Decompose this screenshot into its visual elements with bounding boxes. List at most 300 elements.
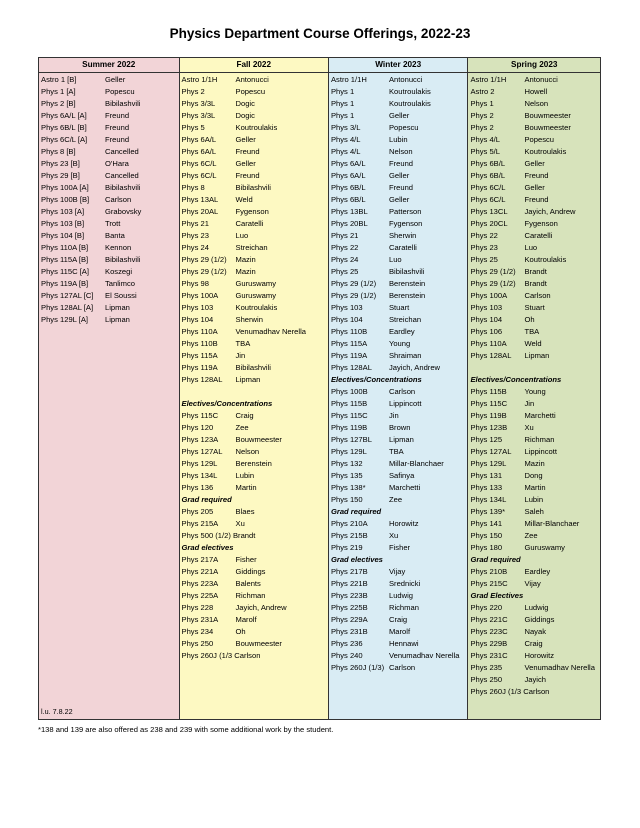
course-code: Phys 115A [181,351,218,360]
course-code: Phys 260J (1/3 Carlson [181,651,261,660]
course-code: Phys 132 [330,459,363,468]
course-row [39,98,179,110]
course-code: Phys 115A [330,339,368,348]
instructor: Bibilashvili [105,183,141,192]
course-row [329,314,468,326]
instructor: Balents [235,579,261,588]
instructor: Young [524,387,546,396]
instructor: Blaes [235,507,255,516]
course-code: Phys 221B [330,579,368,588]
course-code: Phys 3/L [330,123,361,132]
instructor: Dong [524,471,543,480]
course-row [39,74,179,86]
course-row [468,242,600,254]
course-code: Phys 150 [330,495,363,504]
course-row [329,194,468,206]
course-row [329,170,468,182]
instructor: Lipman [235,375,261,384]
course-code: Phys 8 [B] [41,147,76,156]
instructor: Geller [524,183,545,192]
instructor: Bibilashvili [105,99,141,108]
instructor: Millar-Blanchaer [388,459,444,468]
instructor: Carlson [388,663,416,672]
course-code: Phys 6A/L [330,159,366,168]
course-row [468,386,600,398]
column-summer-2022 [39,58,180,719]
instructor: Freund [105,111,130,120]
instructor: Millar-Blanchaer [524,519,580,528]
instructor: Koutroulakis [524,147,567,156]
course-code: Phys 134L [470,495,507,504]
instructor: Sherwin [235,315,263,324]
instructor: Caratelli [388,243,417,252]
instructor: O'Hara [105,159,129,168]
course-code: Phys 100B [330,387,368,396]
course-code: Phys 6C/L [181,171,217,180]
course-code: Phys 23 [B] [41,159,80,168]
course-code: Phys 260J (1/3 Carlson [470,687,550,696]
course-row [468,674,600,686]
course-row [468,518,600,530]
instructor: Carlson [524,291,551,300]
course-code: Phys 215A [181,519,219,528]
instructor: Venumadhav Nerella [235,327,306,336]
instructor: Kennon [105,243,132,252]
course-code: Phys 150 [470,531,503,540]
course-code: Phys 231B [330,627,368,636]
course-code: Phys 131 [470,471,503,480]
section-heading: Grad required [330,507,382,516]
course-code: Phys 138* [330,483,366,492]
course-row [180,86,328,98]
spacer [468,362,600,374]
course-row [329,122,468,134]
section-heading: Grad electives [181,543,234,552]
course-code: Phys 8 [181,183,205,192]
instructor: Lipman [105,315,130,324]
course-row [468,290,600,302]
course-row [329,134,468,146]
course-row [468,422,600,434]
instructor: Srednicki [388,579,421,588]
course-row [180,146,328,158]
course-code: Phys 210B [470,567,508,576]
course-code: Phys 129L [330,447,367,456]
course-code: Phys 115C [181,411,219,420]
instructor: Streichan [235,243,268,252]
course-row [180,158,328,170]
section-heading: Grad required [181,495,232,504]
instructor: Freund [388,183,414,192]
course-row [329,662,468,674]
course-row [180,554,328,566]
instructor: Cancelled [105,171,139,180]
column-body [468,73,600,698]
course-row [468,146,600,158]
instructor: Lubin [524,495,544,504]
course-row [329,530,468,542]
instructor: Freund [524,195,549,204]
instructor: Luo [524,243,538,252]
instructor: Jin [388,411,399,420]
instructor: Mazin [235,267,256,276]
instructor: Ludwig [524,603,549,612]
course-code: Phys 6A/L [181,147,217,156]
course-code: Phys 4/L [330,135,361,144]
instructor: Berenstein [235,459,272,468]
course-code: Phys 127AL [470,447,512,456]
section-heading: Electives/Concentrations [181,399,273,408]
course-row [329,278,468,290]
course-code: Phys 6A/L [330,171,366,180]
course-row [329,350,468,362]
course-row [468,638,600,650]
course-code: Phys 129L [470,459,507,468]
course-row [468,110,600,122]
course-code: Phys 236 [330,639,363,648]
course-row [180,602,328,614]
course-row [39,134,179,146]
course-row [180,254,328,266]
column-header: Winter 2023 [329,58,468,73]
course-row [468,410,600,422]
course-code: Phys 25 [470,255,498,264]
instructor: Bibilashvili [235,363,271,372]
instructor: Geller [235,159,256,168]
instructor: Bouwmeester [524,111,571,120]
instructor: Weld [524,339,542,348]
course-row [468,350,600,362]
instructor: Popescu [235,87,266,96]
course-row [39,218,179,230]
course-code: Phys 127BL [330,435,372,444]
course-row [329,626,468,638]
course-code: Phys 129L [181,459,218,468]
instructor: Lippincott [388,399,422,408]
course-code: Phys 6C/L [470,183,506,192]
course-row [468,506,600,518]
course-code: Phys 134L [181,471,218,480]
course-row [39,158,179,170]
instructor: Eardley [388,327,415,336]
column-header: Fall 2022 [180,58,328,73]
course-row [468,170,600,182]
instructor: Geller [388,111,410,120]
instructor: Guruswamy [235,291,277,300]
instructor: Freund [235,147,260,156]
instructor: Martin [235,483,257,492]
course-code: Phys 13CL [470,207,508,216]
course-row [180,302,328,314]
course-code: Phys 6B/L [B] [41,123,87,132]
instructor: Koutroulakis [235,123,278,132]
instructor: Venumadhav Nerella [524,663,595,672]
instructor: Stuart [388,303,410,312]
course-code: Phys 215B [330,531,368,540]
course-code: Phys 1 [A] [41,87,76,96]
course-code: Phys 123B [470,423,508,432]
course-row [180,182,328,194]
course-row [468,314,600,326]
instructor: Trott [105,219,121,228]
course-row [180,422,328,434]
instructor: Patterson [388,207,422,216]
course-row [39,278,179,290]
course-row [468,182,600,194]
course-row [468,470,600,482]
course-code: Phys 110A [B] [41,243,89,252]
course-code: Phys 235 [470,663,503,672]
instructor: Nelson [388,147,413,156]
instructor: Stuart [524,303,545,312]
instructor: Nayak [524,627,546,636]
course-row [468,662,600,674]
instructor: Eardley [524,567,551,576]
course-row [39,194,179,206]
course-code: Phys 223A [181,579,219,588]
course-row [39,170,179,182]
course-code: Phys 106 [470,327,503,336]
instructor: Nelson [524,99,549,108]
course-row [39,242,179,254]
course-row [329,266,468,278]
instructor: Berenstein [388,279,426,288]
instructor: Howell [524,87,548,96]
instructor: Fisher [235,555,257,564]
course-row [468,626,600,638]
course-code: Phys 220 [470,603,503,612]
course-row [329,410,468,422]
section-heading: Electives/Concentrations [470,375,562,384]
instructor: Jayich [524,675,546,684]
course-row [329,206,468,218]
course-code: Phys 6C/L [181,159,217,168]
course-row [329,290,468,302]
instructor: Brown [388,423,411,432]
course-code: Phys 100B [B] [41,195,90,204]
course-row [180,578,328,590]
course-row [180,506,328,518]
course-row [468,266,600,278]
course-code: Phys 4/L [470,135,501,144]
course-row [329,182,468,194]
instructor: Guruswamy [235,279,277,288]
course-row [39,182,179,194]
course-code: Phys 2 [470,111,494,120]
instructor: Grabovsky [105,207,142,216]
course-code: Phys 119A [330,351,368,360]
course-row [180,170,328,182]
course-row [329,398,468,410]
course-row [468,434,600,446]
instructor: Mazin [524,459,545,468]
course-code: Phys 128AL [330,363,372,372]
course-code: Phys 250 [181,639,214,648]
course-code: Phys 23 [181,231,209,240]
course-code: Phys 250 [470,675,503,684]
instructor: TBA [235,339,251,348]
course-row [180,374,328,386]
course-row [180,230,328,242]
course-code: Phys 119A [181,363,218,372]
course-code: Astro 1/1H [330,75,367,84]
course-code: Phys 3/3L [181,99,216,108]
instructor: Luo [388,255,402,264]
course-code: Phys 260J (1/3) [330,663,385,672]
course-code: Phys 21 [330,231,359,240]
course-code: Phys 100A [181,291,219,300]
course-row [180,206,328,218]
course-code: Phys 136 [181,483,214,492]
instructor: Dogic [235,111,255,120]
course-code: Phys 223B [330,591,368,600]
instructor: Antonucci [524,75,558,84]
course-code: Phys 205 [181,507,214,516]
section-heading: Electives/Concentrations [330,375,422,384]
instructor: Bibilashvili [388,267,425,276]
course-row [468,218,600,230]
course-code: Phys 229B [470,639,508,648]
instructor: Bibilashvili [235,183,271,192]
course-row [329,242,468,254]
course-row [468,530,600,542]
course-code: Phys 1 [330,87,355,96]
course-code: Phys 139* [470,507,506,516]
column-header: Summer 2022 [39,58,179,73]
instructor: Weld [235,195,253,204]
instructor: Geller [388,171,410,180]
course-row [329,434,468,446]
instructor: Craig [235,411,254,420]
course-code: Phys 5/L [470,147,501,156]
course-code: Phys 103 [181,303,214,312]
course-code: Phys 219 [330,543,363,552]
course-row [329,254,468,266]
instructor: Richman [388,603,419,612]
instructor: Zee [524,531,538,540]
instructor: Carlson [105,195,132,204]
update-note: l.u. 7.8.22 [41,707,73,716]
instructor: Hennawi [388,639,419,648]
course-row [468,482,600,494]
instructor: Zee [235,423,249,432]
course-code: Phys 25 [330,267,359,276]
instructor: Martin [524,483,546,492]
course-code: Phys 141 [470,519,503,528]
instructor: Freund [388,159,414,168]
course-row [329,146,468,158]
instructor: Xu [524,423,534,432]
course-code: Phys 20CL [470,219,508,228]
course-row [180,650,328,662]
course-code: Phys 2 [470,123,494,132]
course-row [39,254,179,266]
course-code: Phys 110A [470,339,507,348]
course-code: Phys 6C/L [A] [41,135,88,144]
course-row [180,434,328,446]
course-code: Phys 103 [B] [41,219,85,228]
course-row [39,302,179,314]
course-code: Phys 6B/L [470,171,506,180]
instructor: Jayich, Andrew [524,207,576,216]
course-code: Phys 115C [A] [41,267,89,276]
course-code: Phys 22 [470,231,498,240]
course-row [468,326,600,338]
course-code: Phys 20BL [330,219,368,228]
instructor: Koutroulakis [388,87,431,96]
instructor: Fygenson [235,207,269,216]
instructor: Geller [388,195,410,204]
instructor: Marolf [235,615,257,624]
course-row [329,158,468,170]
instructor: Venumadhav Nerella [388,651,460,660]
course-code: Phys 234 [181,627,214,636]
course-code: Phys 217A [181,555,219,564]
instructor: Marchetti [388,483,421,492]
course-code: Phys 128AL [181,375,223,384]
course-row [468,614,600,626]
course-code: Phys 135 [330,471,363,480]
course-code: Phys 127AL [C] [41,291,94,300]
course-row [329,590,468,602]
course-row [468,278,600,290]
course-row [468,230,600,242]
course-code: Phys 115B [470,387,507,396]
course-code: Phys 1 [470,99,494,108]
course-row [180,362,328,374]
instructor: Xu [388,531,399,540]
course-row [329,74,468,86]
course-row [468,650,600,662]
course-row [39,146,179,158]
instructor: Jayich, Andrew [388,363,441,372]
course-code: Astro 1/1H [470,75,507,84]
course-code: Phys 2 [181,87,205,96]
instructor: Nelson [235,447,260,456]
instructor: Freund [235,171,260,180]
instructor: Koutroulakis [388,99,431,108]
course-row [180,134,328,146]
course-code: Phys 223C [470,627,508,636]
course-code: Phys 231C [470,651,508,660]
course-code: Phys 1 [330,111,355,120]
instructor: Jayich, Andrew [235,603,287,612]
instructor: Fygenson [524,219,558,228]
instructor: Lipman [388,435,414,444]
course-row [39,230,179,242]
course-code: Phys 104 [330,315,363,324]
course-row [329,494,468,506]
course-row [468,86,600,98]
course-row [180,614,328,626]
course-row [468,206,600,218]
instructor: El Soussi [105,291,137,300]
course-row [468,338,600,350]
instructor: Lippincott [524,447,557,456]
instructor: Horowitz [388,519,419,528]
course-code: Phys 29 (1/2) [470,279,516,288]
course-code: Phys 129L [A] [41,315,88,324]
instructor: Geller [105,75,126,84]
section-heading: Grad Electives [470,591,524,600]
course-row [329,422,468,434]
course-code: Phys 24 [330,255,359,264]
course-code: Phys 6B/L [330,195,366,204]
course-code: Phys 127AL [181,447,223,456]
course-code: Phys 23 [470,243,498,252]
instructor: Lubin [235,471,255,480]
course-row [329,446,468,458]
